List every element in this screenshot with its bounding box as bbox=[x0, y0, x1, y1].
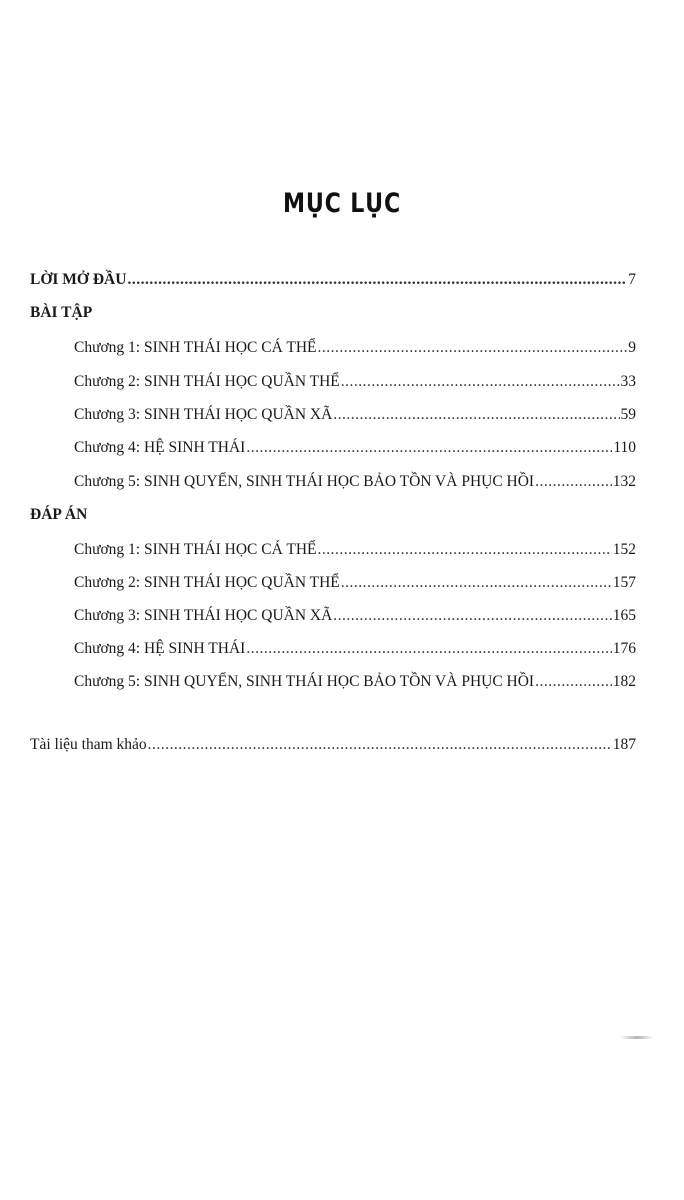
toc-page-number: 9 bbox=[628, 339, 636, 356]
toc-page-number: 110 bbox=[613, 439, 636, 456]
toc-entry-label: Tài liệu tham khảo bbox=[30, 736, 147, 753]
toc-entry-exercise-chapter-4[interactable] bbox=[74, 438, 636, 458]
toc-entry-label: Chương 4: HỆ SINH THÁI bbox=[74, 640, 246, 657]
section-heading-answers: ĐÁP ÁN bbox=[30, 506, 88, 523]
toc-leader-dots bbox=[333, 606, 611, 626]
toc-page-number: 165 bbox=[612, 607, 636, 624]
toc-entry-answer-chapter-1[interactable] bbox=[74, 540, 636, 560]
toc-leader-dots bbox=[318, 540, 612, 560]
toc-entry-exercise-chapter-5[interactable] bbox=[74, 472, 636, 492]
toc-entry-answer-chapter-2[interactable] bbox=[74, 573, 636, 593]
toc-entry-label: Chương 5: SINH QUYỂN, SINH THÁI HỌC BẢO TỒN VÀ PHỤC HỒI bbox=[74, 673, 535, 690]
toc-entry-label: Chương 1: SINH THÁI HỌC CÁ THỂ bbox=[74, 339, 317, 356]
toc-entry-exercise-chapter-3[interactable] bbox=[74, 405, 636, 425]
toc-leader-dots bbox=[535, 472, 612, 492]
toc-page-number: 132 bbox=[612, 473, 636, 490]
toc-entry-label: Chương 4: HỆ SINH THÁI bbox=[74, 439, 246, 456]
toc-page-number: 182 bbox=[612, 673, 636, 690]
toc-page-number: 152 bbox=[612, 541, 636, 558]
toc-page-number: 187 bbox=[612, 736, 636, 753]
toc-leader-dots bbox=[148, 735, 612, 755]
toc-entry-label: Chương 5: SINH QUYỂN, SINH THÁI HỌC BẢO TỒN VÀ PHỤC HỒI bbox=[74, 473, 535, 490]
toc-leader-dots bbox=[246, 639, 611, 659]
toc-page-number: 33 bbox=[620, 373, 636, 390]
toc-entry-label: Chương 2: SINH THÁI HỌC QUẦN THỂ bbox=[74, 373, 340, 390]
scan-mark bbox=[620, 1036, 654, 1039]
toc-page-number: 176 bbox=[612, 640, 636, 657]
toc-leader-dots bbox=[341, 372, 620, 392]
toc-page-number: 7 bbox=[628, 271, 636, 288]
toc-leader-dots bbox=[333, 405, 619, 425]
toc-leader-dots bbox=[127, 270, 627, 290]
toc-page-number: 157 bbox=[612, 574, 636, 591]
toc-entry-label: Chương 1: SINH THÁI HỌC CÁ THỂ bbox=[74, 541, 317, 558]
toc-leader-dots bbox=[535, 672, 612, 692]
toc-entry-answer-chapter-3[interactable] bbox=[74, 606, 636, 626]
toc-entry-answer-chapter-4[interactable] bbox=[74, 639, 636, 659]
toc-entry-exercise-chapter-1[interactable] bbox=[74, 338, 636, 358]
toc-entry-references[interactable] bbox=[30, 735, 636, 755]
section-heading-exercises: BÀI TẬP bbox=[30, 304, 93, 321]
toc-entry-answer-chapter-5[interactable] bbox=[74, 672, 636, 692]
toc-leader-dots bbox=[246, 438, 612, 458]
toc-page-number: 59 bbox=[620, 406, 636, 423]
toc-entry-intro[interactable] bbox=[30, 270, 636, 290]
toc-leader-dots bbox=[318, 338, 628, 358]
toc-entry-label: Chương 3: SINH THÁI HỌC QUẦN XÃ bbox=[74, 406, 333, 423]
page-title: MỤC LỤC bbox=[282, 188, 402, 219]
toc-entry-label: Chương 3: SINH THÁI HỌC QUẦN XÃ bbox=[74, 607, 333, 624]
toc-entry-exercise-chapter-2[interactable] bbox=[74, 372, 636, 392]
toc-entry-label: LỜI MỞ ĐẦU bbox=[30, 271, 127, 288]
toc-leader-dots bbox=[341, 573, 612, 593]
toc-entry-label: Chương 2: SINH THÁI HỌC QUẦN THỂ bbox=[74, 574, 340, 591]
